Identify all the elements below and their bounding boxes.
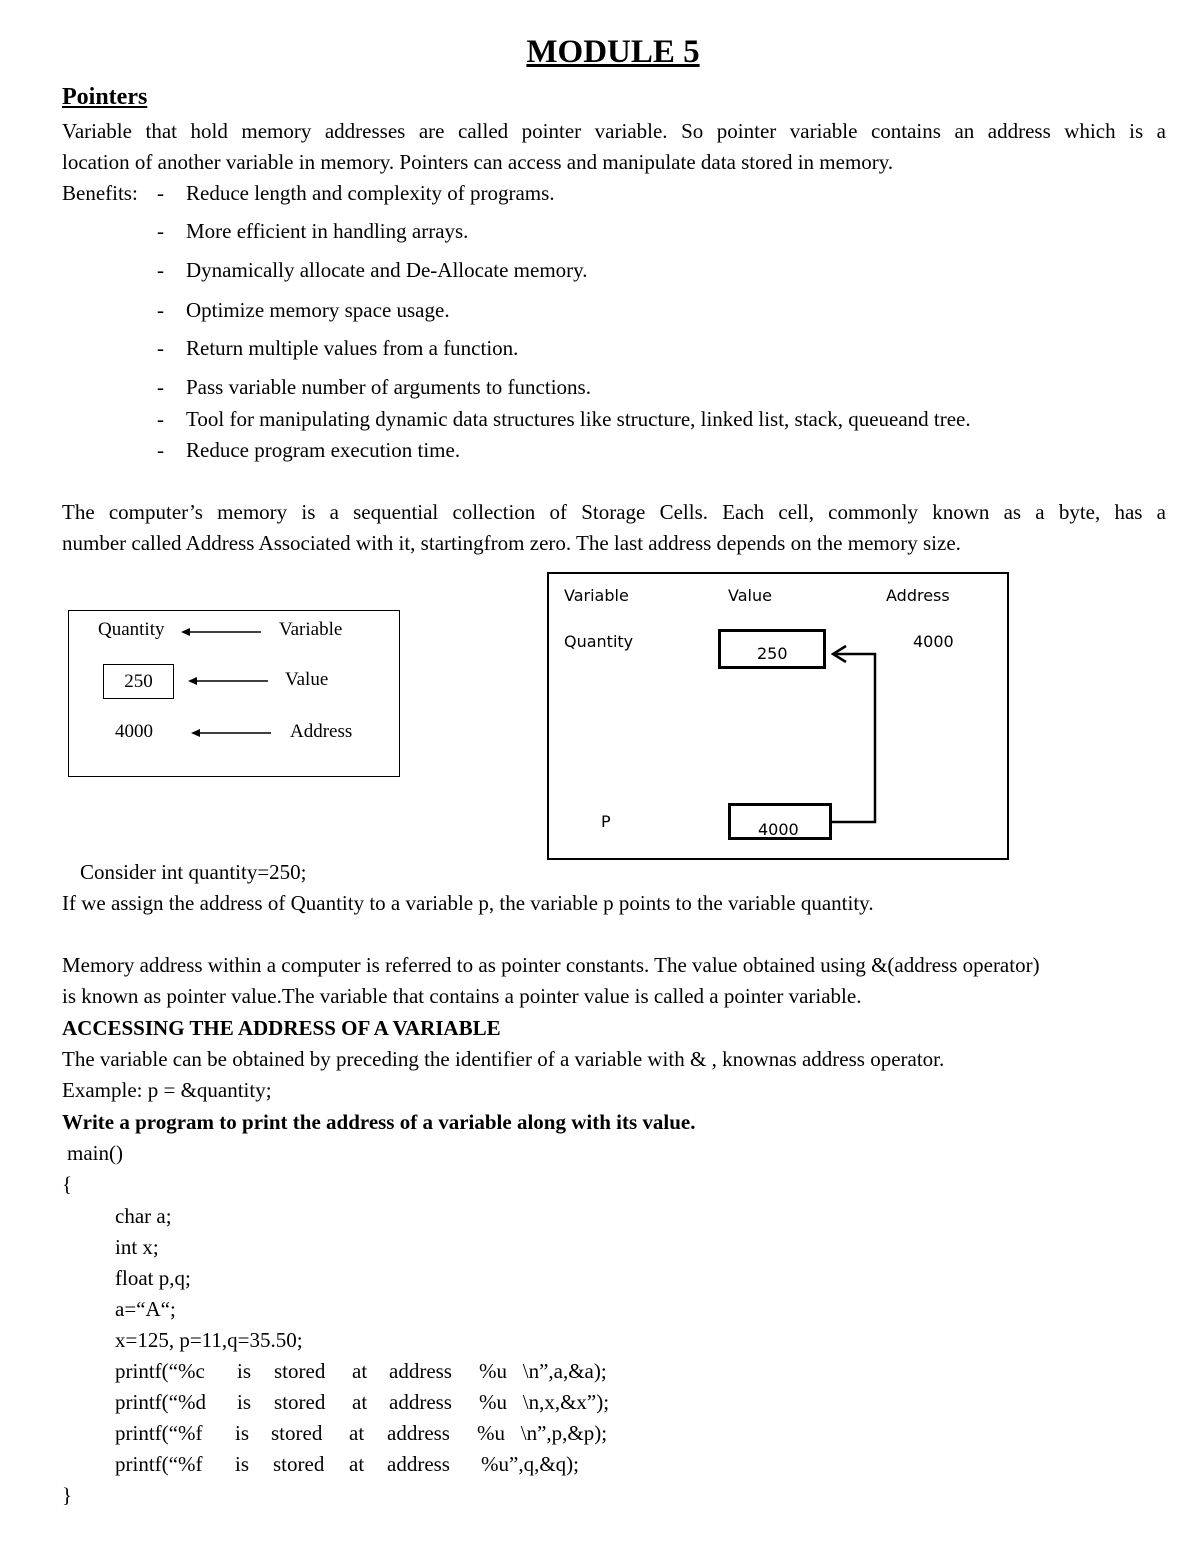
quantity-value: 250 bbox=[757, 644, 788, 663]
printf-word: stored bbox=[274, 1359, 326, 1383]
printf-end: %u \n”,a,&a); bbox=[479, 1359, 607, 1383]
arrow-left-icon bbox=[188, 674, 270, 688]
benefit-text: Tool for manipulating dynamic data structures like structure, linked list, stack, queueand tree. bbox=[186, 407, 971, 431]
intro-line-2: location of another variable in memory. Pointers can access and manipulate data stored in memory. bbox=[62, 150, 894, 174]
diagram-value-box: 250 bbox=[103, 664, 174, 699]
variable-diagram bbox=[68, 610, 400, 777]
accessing-heading: ACCESSING THE ADDRESS OF A VARIABLE bbox=[62, 1016, 501, 1040]
row-quantity-address: 4000 bbox=[913, 632, 954, 651]
printf-word: address bbox=[389, 1359, 452, 1383]
printf-word: is bbox=[235, 1452, 250, 1476]
example-line: Example: p = &quantity; bbox=[62, 1078, 272, 1102]
bullet-dash: - bbox=[157, 336, 164, 360]
column-header-variable: Variable bbox=[564, 586, 629, 605]
printf-start: printf(“%d bbox=[115, 1390, 206, 1414]
code-line: char a; bbox=[115, 1204, 172, 1228]
accessing-text: The variable can be obtained by preceding the identifier of a variable with & , knownas address operator. bbox=[62, 1047, 945, 1071]
printf-word: is bbox=[237, 1390, 252, 1414]
memory-line-2: number called Address Associated with it, startingfrom zero. The last address depends on the memory size. bbox=[62, 531, 961, 555]
benefit-text: Optimize memory space usage. bbox=[186, 298, 450, 322]
bullet-dash: - bbox=[157, 298, 164, 322]
section-heading-pointers: Pointers bbox=[62, 84, 148, 110]
printf-word: at bbox=[349, 1452, 365, 1476]
printf-end: %u”,q,&q); bbox=[481, 1452, 579, 1476]
printf-end: %u \n,x,&x”); bbox=[479, 1390, 610, 1414]
pointer-arrow-icon bbox=[819, 638, 889, 838]
address-line-1: Memory address within a computer is referred to as pointer constants. The value obtained using &(address operator) bbox=[62, 953, 1040, 977]
diagram-quantity-label: Quantity bbox=[98, 619, 165, 640]
assign-line: If we assign the address of Quantity to a variable p, the variable p points to the variable quantity. bbox=[62, 891, 874, 915]
bullet-dash: - bbox=[157, 219, 164, 243]
program-heading: Write a program to print the address of a variable along with its value. bbox=[62, 1110, 696, 1134]
code-line: a=“A“; bbox=[115, 1297, 176, 1321]
p-value: 4000 bbox=[758, 820, 799, 839]
address-line-2: is known as pointer value.The variable that contains a pointer value is called a pointer variable. bbox=[62, 984, 862, 1008]
memory-line-1: The computer’s memory is a sequential collection of Storage Cells. Each cell, commonly known as a byte, has a bbox=[62, 500, 1166, 524]
benefit-text: More efficient in handling arrays. bbox=[186, 219, 469, 243]
arrow-left-icon bbox=[181, 625, 263, 639]
diagram-address-label: Address bbox=[290, 721, 353, 742]
consider-line: Consider int quantity=250; bbox=[80, 860, 307, 884]
printf-word: at bbox=[352, 1359, 368, 1383]
printf-word: at bbox=[352, 1390, 368, 1414]
printf-word: stored bbox=[274, 1390, 326, 1414]
bullet-dash: - bbox=[157, 258, 164, 282]
benefit-text: Pass variable number of arguments to functions. bbox=[186, 375, 591, 399]
bullet-dash: - bbox=[157, 181, 164, 205]
benefit-text: Reduce length and complexity of programs. bbox=[186, 181, 555, 205]
pointer-diagram bbox=[547, 572, 1009, 860]
row-p-name: P bbox=[601, 812, 611, 831]
intro-line-1: Variable that hold memory addresses are called pointer variable. So pointer variable contains an address which is a bbox=[62, 119, 1166, 143]
printf-word: at bbox=[349, 1421, 365, 1445]
p-value-box bbox=[728, 803, 832, 840]
bullet-dash: - bbox=[157, 375, 164, 399]
diagram-address-number: 4000 bbox=[115, 721, 153, 742]
printf-start: printf(“%f bbox=[115, 1452, 203, 1476]
diagram-value-label: Value bbox=[285, 669, 329, 690]
code-open-brace: { bbox=[62, 1172, 73, 1196]
printf-word: address bbox=[387, 1421, 450, 1445]
code-line: x=125, p=11,q=35.50; bbox=[115, 1328, 303, 1352]
printf-word: is bbox=[235, 1421, 250, 1445]
printf-word: address bbox=[387, 1452, 450, 1476]
printf-word: stored bbox=[271, 1421, 323, 1445]
row-quantity-name: Quantity bbox=[564, 632, 634, 651]
column-header-address: Address bbox=[886, 586, 950, 605]
quantity-value-box bbox=[718, 629, 826, 669]
benefit-text: Reduce program execution time. bbox=[186, 438, 461, 462]
code-line: float p,q; bbox=[115, 1266, 191, 1290]
benefit-text: Dynamically allocate and De-Allocate memory. bbox=[186, 258, 588, 282]
printf-word: address bbox=[389, 1390, 452, 1414]
column-header-value: Value bbox=[728, 586, 772, 605]
printf-word: stored bbox=[273, 1452, 325, 1476]
page-title: MODULE 5 bbox=[526, 34, 700, 70]
code-main: main() bbox=[67, 1141, 123, 1165]
bullet-dash: - bbox=[157, 438, 164, 462]
code-line: int x; bbox=[115, 1235, 159, 1259]
printf-start: printf(“%c bbox=[115, 1359, 205, 1383]
diagram-variable-label: Variable bbox=[279, 619, 343, 640]
printf-end: %u \n”,p,&p); bbox=[477, 1421, 608, 1445]
printf-start: printf(“%f bbox=[115, 1421, 203, 1445]
benefits-label: Benefits: bbox=[62, 181, 138, 205]
arrow-left-icon bbox=[191, 726, 273, 740]
benefit-text: Return multiple values from a function. bbox=[186, 336, 519, 360]
bullet-dash: - bbox=[157, 407, 164, 431]
code-close-brace: } bbox=[62, 1483, 73, 1507]
printf-word: is bbox=[237, 1359, 252, 1383]
